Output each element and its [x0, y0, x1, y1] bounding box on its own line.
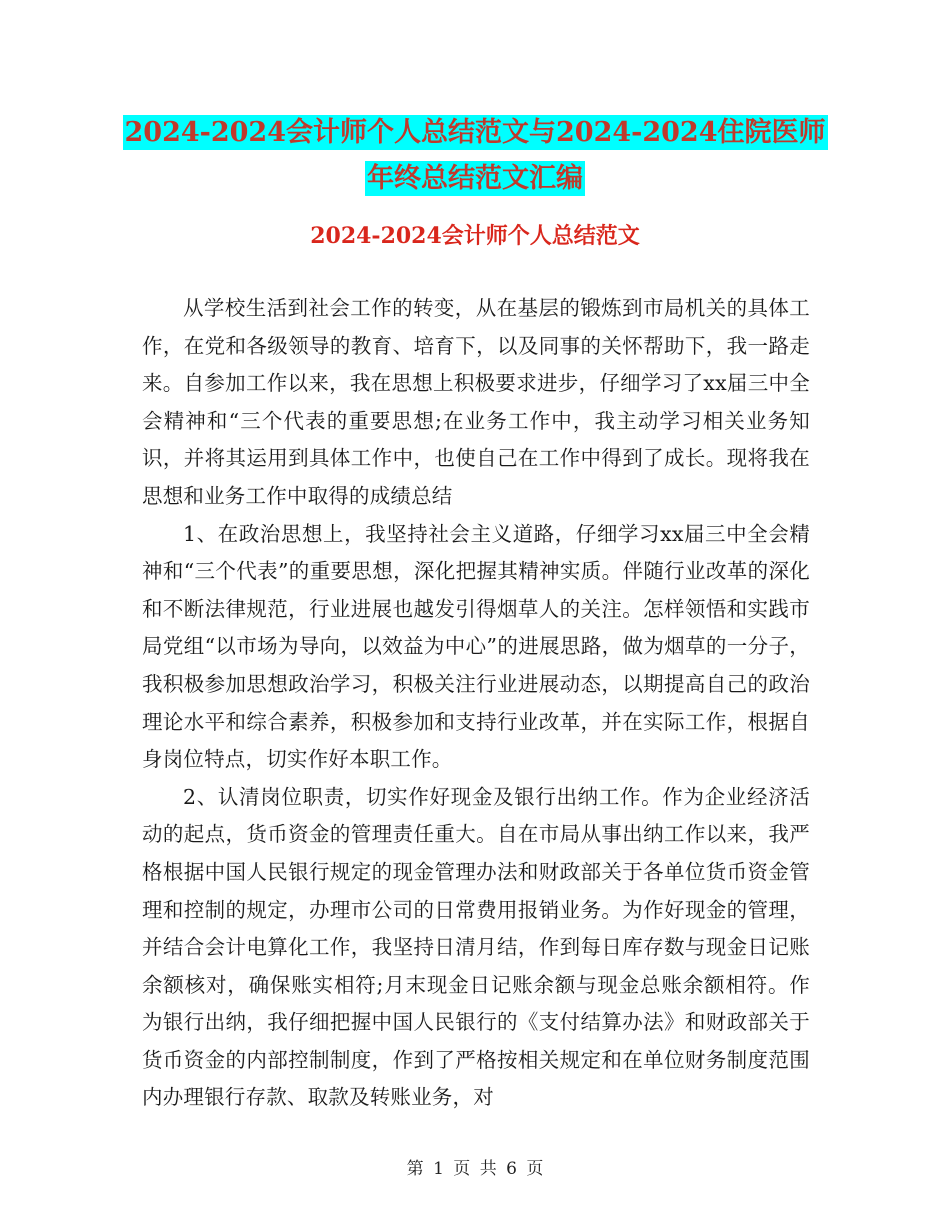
- paragraph-1: 1、在政治思想上，我坚持社会主义道路，仔细学习xx届三中全会精神和“三个代表”的重要思想，深化把握其精神实质。伴随行业改革的深化和不断法律规范，行业进展也越发引得烟草人的关注。怎样领悟和实践市局党组“以市场为导向，以效益为中心”的进展思路，做为烟草的一分子，我积极参加思想政治学习，积极关注行业进展动态，以期提高自己的政治理论水平和综合素养，积极参加和支持行业改革，并在实际工作，根据自身岗位特点，切实作好本职工作。: [142, 521, 810, 772]
- title-line-2: [0, 156, 950, 202]
- page-footer: 第 1 页 共 6 页: [406, 1159, 544, 1179]
- body-text: [142, 290, 810, 1117]
- title-line-1-text: 2024-2024会计师个人总结范文与2024-2024住院医师: [124, 117, 826, 148]
- title-line-2-text: 年终总结范文汇编: [367, 163, 583, 194]
- paragraph-intro: 从学校生活到社会工作的转变，从在基层的锻炼到市局机关的具体工作，在党和各级领导的教育、培育下，以及同事的关怀帮助下，我一路走来。自参加工作以来，我在思想上积极要求进步，仔细学习了xx届三中全会精神和“三个代表的重要思想;在业务工作中，我主动学习相关业务知识，并将其运用到具体工作中，也使自己在工作中得到了成长。现将我在思想和业务工作中取得的成绩总结: [142, 296, 810, 508]
- paragraph-2: 2、认清岗位职责，切实作好现金及银行出纳工作。作为企业经济活动的起点，货币资金的管理责任重大。自在市局从事出纳工作以来，我严格根据中国人民银行规定的现金管理办法和财政部关于各单位货币资金管理和控制的规定，办理市公司的日常费用报销业务。为作好现金的管理，并结合会计电算化工作，我坚持日清月结，作到每日库存数与现金日记账余额核对，确保账实相符;月末现金日记账余额与现金总账余额相符。作为银行出纳，我仔细把握中国人民银行的《支付结算办法》和财政部关于货币资金的内部控制制度，作到了严格按相关规定和在单位财务制度范围内办理银行存款、取款及转账业务，对: [142, 784, 810, 1110]
- section-title: 2024-2024会计师个人总结范文: [310, 223, 640, 249]
- document-title: [0, 110, 950, 202]
- title-line-1: [0, 110, 950, 156]
